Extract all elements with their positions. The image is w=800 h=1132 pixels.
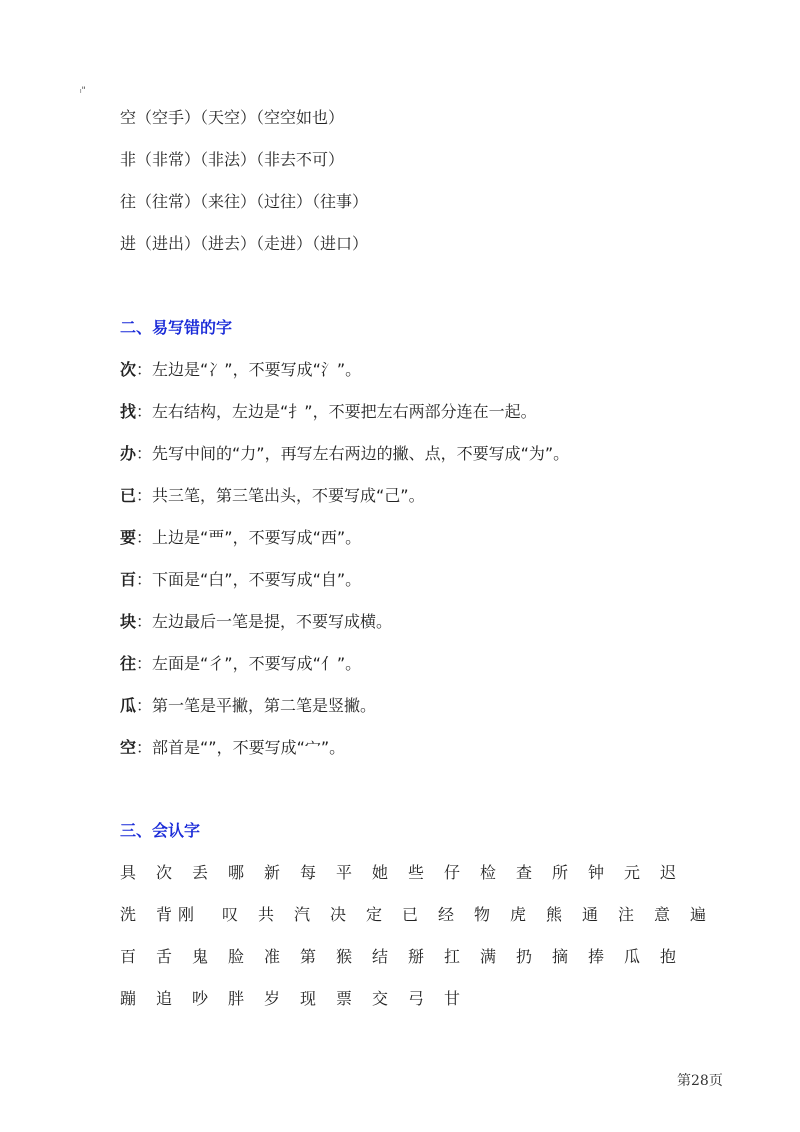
- recognize-char: 鬼: [192, 947, 209, 966]
- recognize-char: 捧: [588, 947, 605, 966]
- error-char: 往: [120, 654, 137, 673]
- recognize-char: 查: [516, 863, 533, 882]
- recognize-char: 虎: [510, 905, 527, 924]
- recognize-char: 胖: [228, 989, 245, 1008]
- phrase-line: 空（空手）（天空）（空空如也）: [120, 108, 345, 127]
- recognize-char: 意: [654, 905, 671, 924]
- recognize-char: 瓜: [624, 947, 641, 966]
- recognize-char: 哪: [228, 863, 245, 882]
- error-item: [120, 696, 376, 716]
- recognize-row: [120, 905, 726, 925]
- recognize-char: 次: [156, 863, 173, 882]
- recognize-char: 经: [438, 905, 455, 924]
- recognize-char: 第: [300, 947, 317, 966]
- recognize-char: 摘: [552, 947, 569, 966]
- error-item: [120, 654, 361, 674]
- error-char: 块: [120, 612, 137, 631]
- recognize-char: 注: [618, 905, 635, 924]
- error-desc: ：先写中间的“力”，再写左右两边的撇、点，不要写成“为”。: [136, 444, 570, 463]
- recognize-char: 平: [336, 863, 353, 882]
- recognize-char: 仔: [444, 863, 461, 882]
- recognize-char: 迟: [660, 863, 677, 882]
- error-desc: ：左边是“冫”，不要写成“氵”。: [136, 360, 362, 379]
- recognize-char: 熊: [546, 905, 563, 924]
- recognize-char: 弓: [408, 989, 425, 1008]
- section-heading-recognize: 三、会认字: [120, 821, 201, 840]
- recognize-char: 元: [624, 863, 641, 882]
- recognize-char: 百: [120, 947, 137, 966]
- error-desc: ：左面是“彳”，不要写成“亻”。: [136, 654, 362, 673]
- recognize-char: 共: [258, 905, 275, 924]
- phrase-line: 往（往常）（来往）（过往）（往事）: [120, 192, 369, 211]
- recognize-char: 些: [408, 863, 425, 882]
- recognize-row: [120, 863, 696, 883]
- recognize-char: 通: [582, 905, 599, 924]
- corner-mark: ₗ": [80, 86, 86, 96]
- recognize-char: 准: [264, 947, 281, 966]
- page-number: 第28页: [677, 1073, 723, 1089]
- recognize-char: 舌: [156, 947, 173, 966]
- recognize-char: 猴: [336, 947, 353, 966]
- recognize-char: 定: [366, 905, 383, 924]
- error-desc: ：部首是“”，不要写成“宀”。: [136, 738, 346, 757]
- recognize-char: 遍: [690, 905, 707, 924]
- recognize-char: 扔: [516, 947, 533, 966]
- error-desc: ：左右结构，左边是“扌”，不要把左右两部分连在一起。: [136, 402, 537, 421]
- error-desc: ：第一笔是平撇，第二笔是竖撇。: [136, 696, 377, 715]
- error-item: [120, 570, 361, 590]
- recognize-char: 抱: [660, 947, 677, 966]
- recognize-char: 吵: [192, 989, 209, 1008]
- error-char: 百: [120, 570, 137, 589]
- error-desc: ：下面是“白”，不要写成“自”。: [136, 570, 362, 589]
- recognize-char: 扛: [444, 947, 461, 966]
- recognize-char: 她: [372, 863, 389, 882]
- error-char: 瓜: [120, 696, 137, 715]
- error-item: [120, 738, 345, 758]
- section-heading-error-prone: 二、易写错的字: [120, 318, 233, 337]
- recognize-char: 蹦: [120, 989, 137, 1008]
- recognize-row: [120, 947, 696, 967]
- error-char: 办: [120, 444, 137, 463]
- recognize-char: 丢: [192, 863, 209, 882]
- error-desc: ：左边最后一笔是提，不要写成横。: [136, 612, 393, 631]
- recognize-char: 现: [300, 989, 317, 1008]
- error-item: [120, 402, 537, 422]
- error-item: [120, 528, 361, 548]
- recognize-char: 甘: [444, 989, 461, 1008]
- error-char: 次: [120, 360, 137, 379]
- recognize-char: 具: [120, 863, 137, 882]
- recognize-char: 满: [480, 947, 497, 966]
- recognize-char: 物: [474, 905, 491, 924]
- error-item: [120, 612, 392, 632]
- error-desc: ：上边是“覀”，不要写成“西”。: [136, 528, 362, 547]
- phrase-line: 非（非常）（非法）（非去不可）: [120, 150, 345, 169]
- recognize-char: 岁: [264, 989, 281, 1008]
- recognize-char: 追: [156, 989, 173, 1008]
- recognize-char: 票: [336, 989, 353, 1008]
- recognize-char: 所: [552, 863, 569, 882]
- recognize-char: 每: [300, 863, 317, 882]
- error-char: 找: [120, 402, 137, 421]
- error-item: [120, 360, 361, 380]
- recognize-char: 汽: [294, 905, 311, 924]
- phrase-line: 进（进出）（进去）（走进）（进口）: [120, 234, 369, 253]
- error-item: [120, 486, 425, 506]
- error-char: 空: [120, 738, 137, 757]
- recognize-char: 脸: [228, 947, 245, 966]
- recognize-char: 钟: [588, 863, 605, 882]
- recognize-char: 新: [264, 863, 281, 882]
- recognize-row: [120, 989, 480, 1009]
- error-char: 已: [120, 486, 137, 505]
- recognize-char: 背刚: [156, 905, 201, 924]
- recognize-char: 决: [330, 905, 347, 924]
- recognize-char: 洗: [120, 905, 137, 924]
- error-char: 要: [120, 528, 137, 547]
- recognize-char: 掰: [408, 947, 425, 966]
- error-item: [120, 444, 569, 464]
- recognize-char: 结: [372, 947, 389, 966]
- recognize-char: 已: [402, 905, 419, 924]
- recognize-char: 检: [480, 863, 497, 882]
- recognize-char: 交: [372, 989, 389, 1008]
- error-desc: ：共三笔，第三笔出头，不要写成“己”。: [136, 486, 425, 505]
- recognize-char: 叹: [222, 905, 239, 924]
